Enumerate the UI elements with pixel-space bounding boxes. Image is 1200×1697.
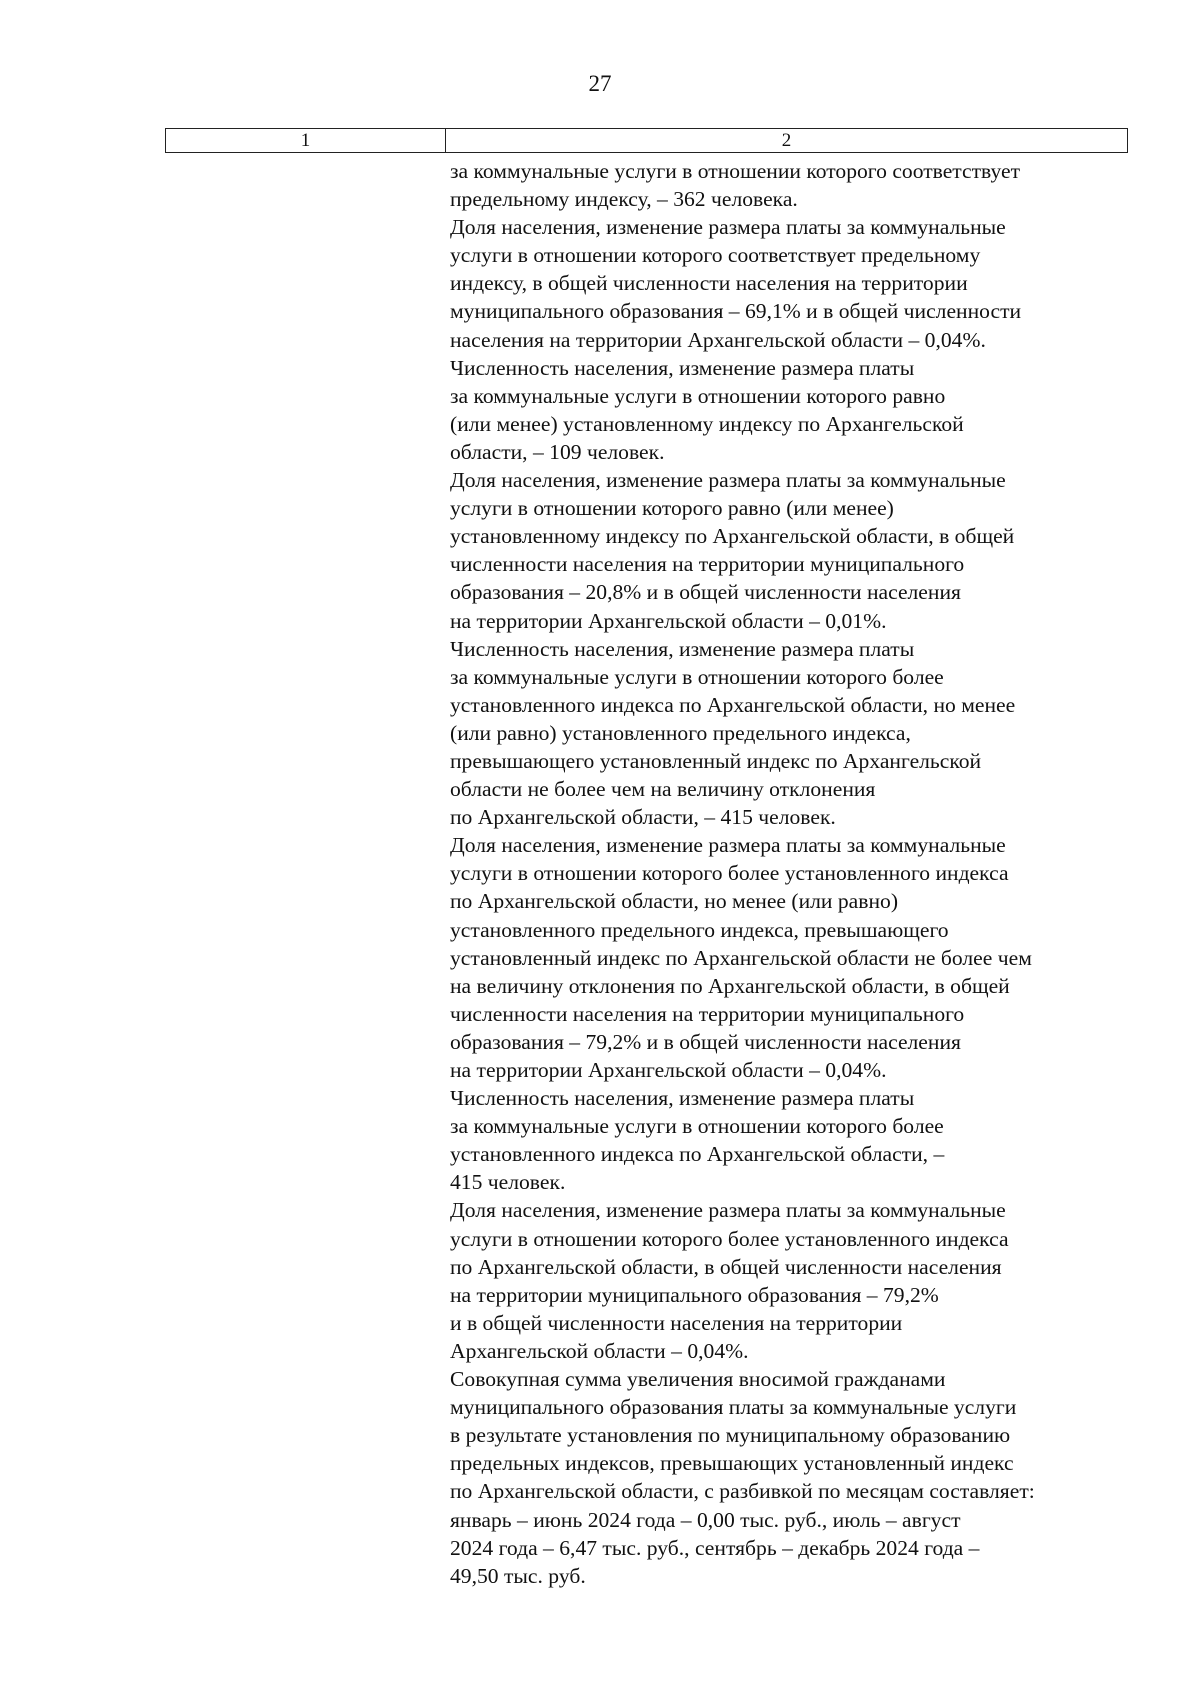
- text-line: услуги в отношении которого более установленного индекса: [450, 861, 1009, 886]
- text-line: Численность населения, изменение размера платы: [450, 355, 915, 380]
- document-body-text: [450, 157, 1150, 1590]
- text-line: на территории муниципального образования – 79,2%: [450, 1282, 939, 1307]
- text-line: превышающего установленный индекс по Архангельской: [450, 748, 982, 773]
- text-line: муниципального образования платы за коммунальные услуги: [450, 1395, 1017, 1420]
- text-line: области, – 109 человек.: [450, 439, 665, 464]
- text-line: на территории Архангельской области – 0,04%.: [450, 1058, 887, 1082]
- text-line: муниципального образования – 69,1% и в общей численности: [450, 299, 1022, 324]
- text-line: индексу, в общей численности населения на территории: [450, 271, 968, 296]
- text-line: Доля населения, изменение размера платы за коммунальные: [450, 1198, 1006, 1223]
- text-line: Архангельской области – 0,04%.: [450, 1338, 749, 1363]
- text-line: предельному индексу, – 362 человека.: [450, 187, 798, 212]
- text-line: за коммунальные услуги в отношении которого более: [450, 1114, 944, 1139]
- table-header-col-2: 2: [781, 130, 792, 151]
- text-line: образования – 79,2% и в общей численности населения: [450, 1029, 961, 1054]
- text-line: 415 человек.: [450, 1170, 566, 1195]
- text-line: численности населения на территории муниципального: [450, 1001, 965, 1026]
- text-line: Доля населения, изменение размера платы за коммунальные: [450, 468, 1006, 493]
- text-line: области не более чем на величину отклонения: [450, 777, 876, 802]
- text-line: 49,50 тыс. руб.: [450, 1563, 586, 1588]
- text-line: установленный индекс по Архангельской области не более чем: [450, 945, 1032, 970]
- text-line: 2024 года – 6,47 тыс. руб., сентябрь – декабрь 2024 года –: [450, 1535, 980, 1560]
- text-line: в результате установления по муниципальному образованию: [450, 1423, 1011, 1448]
- text-line: по Архангельской области, в общей численности населения: [450, 1254, 1002, 1279]
- text-line: январь – июнь 2024 года – 0,00 тыс. руб., июль – август: [450, 1507, 961, 1532]
- text-line: услуги в отношении которого соответствует предельному: [450, 243, 981, 268]
- text-line: услуги в отношении которого равно (или менее): [450, 496, 894, 521]
- text-line: предельных индексов, превышающих установленный индекс: [450, 1451, 1014, 1476]
- text-line: установленному индексу по Архангельской области, в общей: [450, 524, 1015, 549]
- text-line: и в общей численности населения на территории: [450, 1310, 903, 1335]
- page-number: 27: [588, 71, 612, 96]
- text-line: за коммунальные услуги в отношении которого соответствует: [450, 159, 1021, 183]
- text-line: услуги в отношении которого более установленного индекса: [450, 1226, 1009, 1251]
- text-line: Совокупная сумма увеличения вносимой гражданами: [450, 1367, 946, 1392]
- text-line: (или равно) установленного предельного индекса,: [450, 720, 911, 745]
- text-line: установленного индекса по Архангельской области, –: [450, 1142, 945, 1167]
- text-line: Численность населения, изменение размера платы: [450, 1086, 915, 1111]
- text-line: по Архангельской области, с разбивкой по месяцам составляет:: [450, 1479, 1035, 1504]
- text-line: по Архангельской области, но менее (или равно): [450, 889, 899, 914]
- text-line: Доля населения, изменение размера платы за коммунальные: [450, 833, 1006, 858]
- text-line: населения на территории Архангельской области – 0,04%.: [450, 327, 986, 352]
- text-line: по Архангельской области, – 415 человек.: [450, 805, 836, 830]
- text-line: на территории Архангельской области – 0,01%.: [450, 608, 887, 633]
- text-line: (или менее) установленному индексу по Архангельской: [450, 411, 964, 436]
- text-line: Доля населения, изменение размера платы за коммунальные: [450, 215, 1006, 240]
- text-line: образования – 20,8% и в общей численности населения: [450, 580, 961, 605]
- table-header-row: [165, 128, 1128, 153]
- text-line: за коммунальные услуги в отношении которого более: [450, 664, 944, 689]
- table-header-col-1: 1: [166, 129, 446, 152]
- text-line: Численность населения, изменение размера платы: [450, 636, 915, 661]
- text-line: установленного предельного индекса, превышающего: [450, 917, 949, 942]
- text-line: установленного индекса по Архангельской области, но менее: [450, 692, 1016, 717]
- text-line: на величину отклонения по Архангельской области, в общей: [450, 973, 1010, 998]
- text-line: за коммунальные услуги в отношении которого равно: [450, 383, 946, 408]
- text-line: численности населения на территории муниципального: [450, 552, 965, 577]
